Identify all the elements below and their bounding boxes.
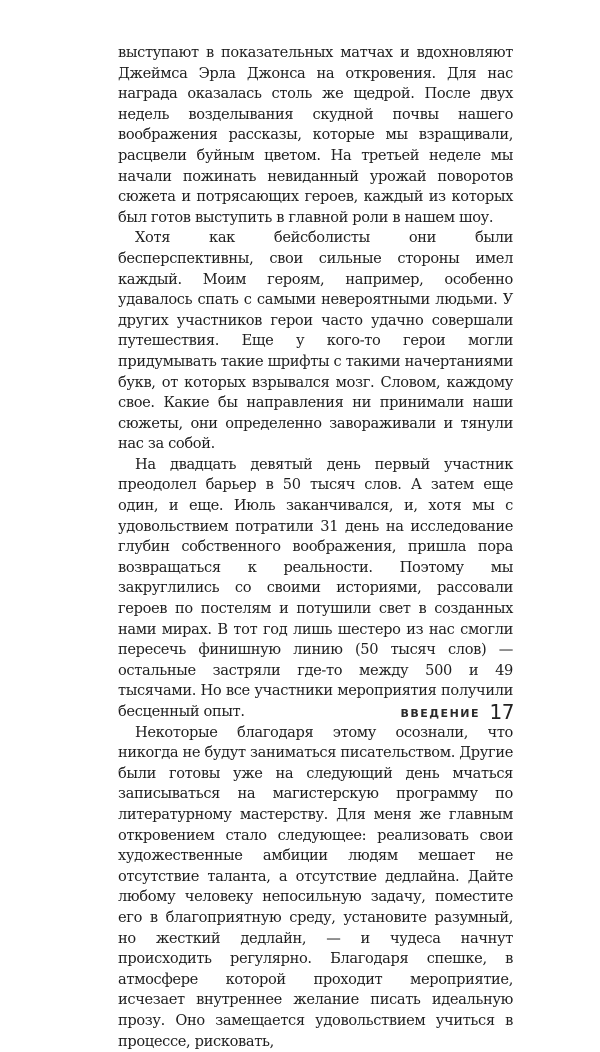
paragraph: выступают в показательных матчах и вдохновляют Джеймса Эрла Джонса на откровения. Для нас награда оказалась столь же щедрой. После двух недель возделывания скудной почвы нашего воображения рассказы, которые мы взращивали, расцвели буйным цветом. На третьей неделе мы начали пожинать невиданный урожай поворотов сюжета и потрясающих героев, каждый из которых был готов выступить в главной роли в нашем шоу.	[118, 44, 513, 226]
paragraph: На двадцать девятый день первый участник преодолел барьер в 50 тысяч слов. А затем еще один, и еще. Июль заканчивался, и, хотя мы с удовольствием потратили 31 день на исследование глубин собственного воображения, пришла пора возвращаться к реальности. Поэтому мы закруглились со своими историями, рассовали героев по постелям и потушили свет в созданных нами мирах. В тот год лишь шестеро из нас смогли пересечь финишную линию (50 тысяч слов) — остальные застряли где-то между 500 и 49 тысячами. Но все участники мероприятия получили бесценный опыт.	[118, 455, 513, 720]
running-footer-section: ВВЕДЕНИЕ	[400, 707, 480, 720]
paragraph: Некоторые благодаря этому осознали, что никогда не будут заниматься писательством. Другие были готовы уже на следующий день мчаться записываться на магистерскую программу по литературному мастерству. Для меня же главным откровением стало следующее: реализовать свои художественные амбиции людям мешает не отсутствие таланта, а отсутствие дедлайна. Дайте любому человеку непосильную задачу, поместите его в благоприятную среду, установите разумный, но жесткий дедлайн, — и чудеса начнут происходить регулярно. Благодаря спешке, в атмосфере которой проходит мероприятие, исчезает внутреннее желание писать идеальную прозу. Оно замещается удовольствием учиться в процессе, рисковать,	[118, 723, 513, 1050]
body-text	[118, 43, 513, 1052]
paragraph: Хотя как бейсболисты они были бесперспективны, свои сильные стороны имел каждый. Моим героям, например, особенно удавалось спать с самыми невероятными людьми. У других участников герои часто удачно совершали путешествия. Еще у кого-то герои могли придумывать такие шрифты с такими начертаниями букв, от которых взрывался мозг. Словом, каждому свое. Какие бы направления ни принимали наши сюжеты, они определенно завораживали и тянули нас за собой.	[118, 229, 513, 453]
page-number: 17	[489, 700, 514, 724]
page-footer	[0, 700, 600, 730]
